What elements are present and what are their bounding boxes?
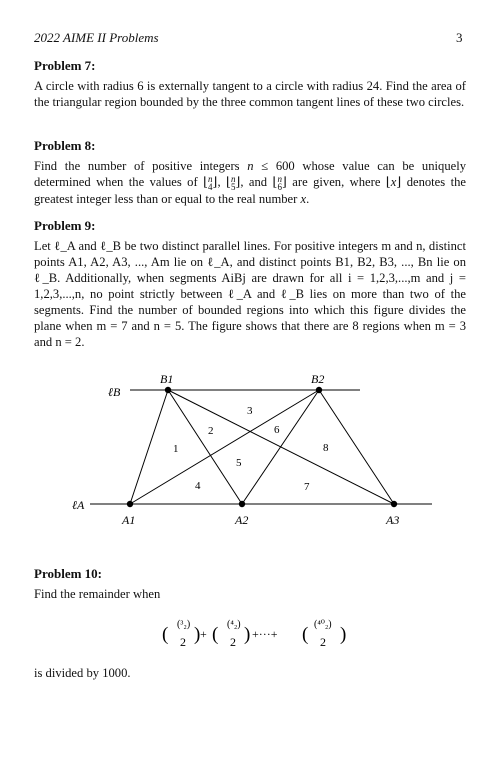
problem-10-text-before: Find the remainder when [34, 587, 161, 601]
label-A3: A3 [386, 513, 400, 527]
problem-9-title: Problem 9: [34, 218, 96, 233]
region-label-3: 3 [247, 405, 253, 417]
point-B1 [165, 387, 171, 393]
regions-figure [0, 360, 499, 540]
binom-1-top: (³₂) [177, 619, 191, 630]
point-A2 [239, 501, 245, 507]
region-label-4: 4 [195, 480, 201, 492]
segment-A2B1 [168, 390, 242, 504]
problem-8-title: Problem 8: [34, 138, 96, 153]
ellipsis-terms: +···+ [252, 627, 278, 641]
point-B2 [316, 387, 322, 393]
plus-sign: + [200, 627, 207, 641]
binom-2-bottom: 2 [230, 635, 236, 649]
point-A3 [391, 501, 397, 507]
label-B1: B1 [160, 372, 174, 386]
paren-open-3: ( [302, 624, 309, 645]
segment-A3B2 [319, 390, 394, 504]
label-A2: A2 [235, 513, 249, 527]
region-label-1: 1 [173, 443, 179, 455]
region-label-5: 5 [236, 457, 242, 469]
label-B2: B2 [311, 372, 325, 386]
binom-1-bottom: 2 [180, 635, 186, 649]
label-lA: ℓA [72, 498, 85, 512]
binom-3-bottom: 2 [320, 635, 326, 649]
paren-close-1: ) [194, 624, 201, 645]
label-A1: A1 [122, 513, 136, 527]
segment-A1B2 [130, 390, 319, 504]
problem-7-text: A circle with radius 6 is externally tangent to a circle with radius 24. Find the area of the triangular region bounded by the three common tangent lines of these two circles. [34, 79, 466, 109]
problem-7-title: Problem 7: [34, 58, 96, 73]
problem-10-text-after: is divided by 1000. [34, 666, 131, 680]
label-lB: ℓB [108, 385, 121, 399]
binom-3-top: (⁴⁰₂) [314, 619, 332, 630]
problem-9-text: Let ℓ_A and ℓ_B be two distinct parallel lines. For positive integers m and n, distinct points A1, A2, A3, ..., Am lie on ℓ_A, and distinct points B1, B2, B3, ..., Bn lie on ℓ_B. Additionally, when segments AiBj are drawn for all i = 1,2,3,...,m and j = 1,2,3,...,n, no point strictly between ℓ_A and ℓ_B lies on more than two of the segments. Find the number of bounded regions into which this figure divides the plane when m = 7 and n = 5. The figure shows that there are 8 regions when m = 3 and n = 2. [34, 239, 466, 349]
binomial-sum-expression [160, 612, 350, 656]
region-label-7: 7 [304, 481, 310, 493]
paren-open-2: ( [212, 624, 219, 645]
segment-A1B1 [130, 390, 168, 504]
paren-open-1: ( [162, 624, 169, 645]
problem-8-text: Find the number of positive integers n ≤ 600 whose value can be uniquely determined when the values of ⌊n 4⌋, ⌊n 5⌋, and ⌊n 6⌋ are given, where ⌊x⌋ denotes the greatest integer less than or equal to the real number x. [34, 159, 467, 207]
region-label-8: 8 [323, 442, 329, 454]
region-label-6: 6 [274, 424, 280, 436]
point-A1 [127, 501, 133, 507]
paren-close-2: ) [244, 624, 251, 645]
running-header-title: 2022 AIME II Problems [34, 30, 159, 45]
paren-close-3: ) [340, 624, 347, 645]
page-number: 3 [456, 30, 463, 45]
segments [130, 390, 394, 504]
binom-2-top: (⁴₂) [227, 619, 241, 630]
problem-10-title: Problem 10: [34, 566, 103, 581]
region-label-2: 2 [208, 425, 214, 437]
segment-A3B1 [168, 390, 394, 504]
